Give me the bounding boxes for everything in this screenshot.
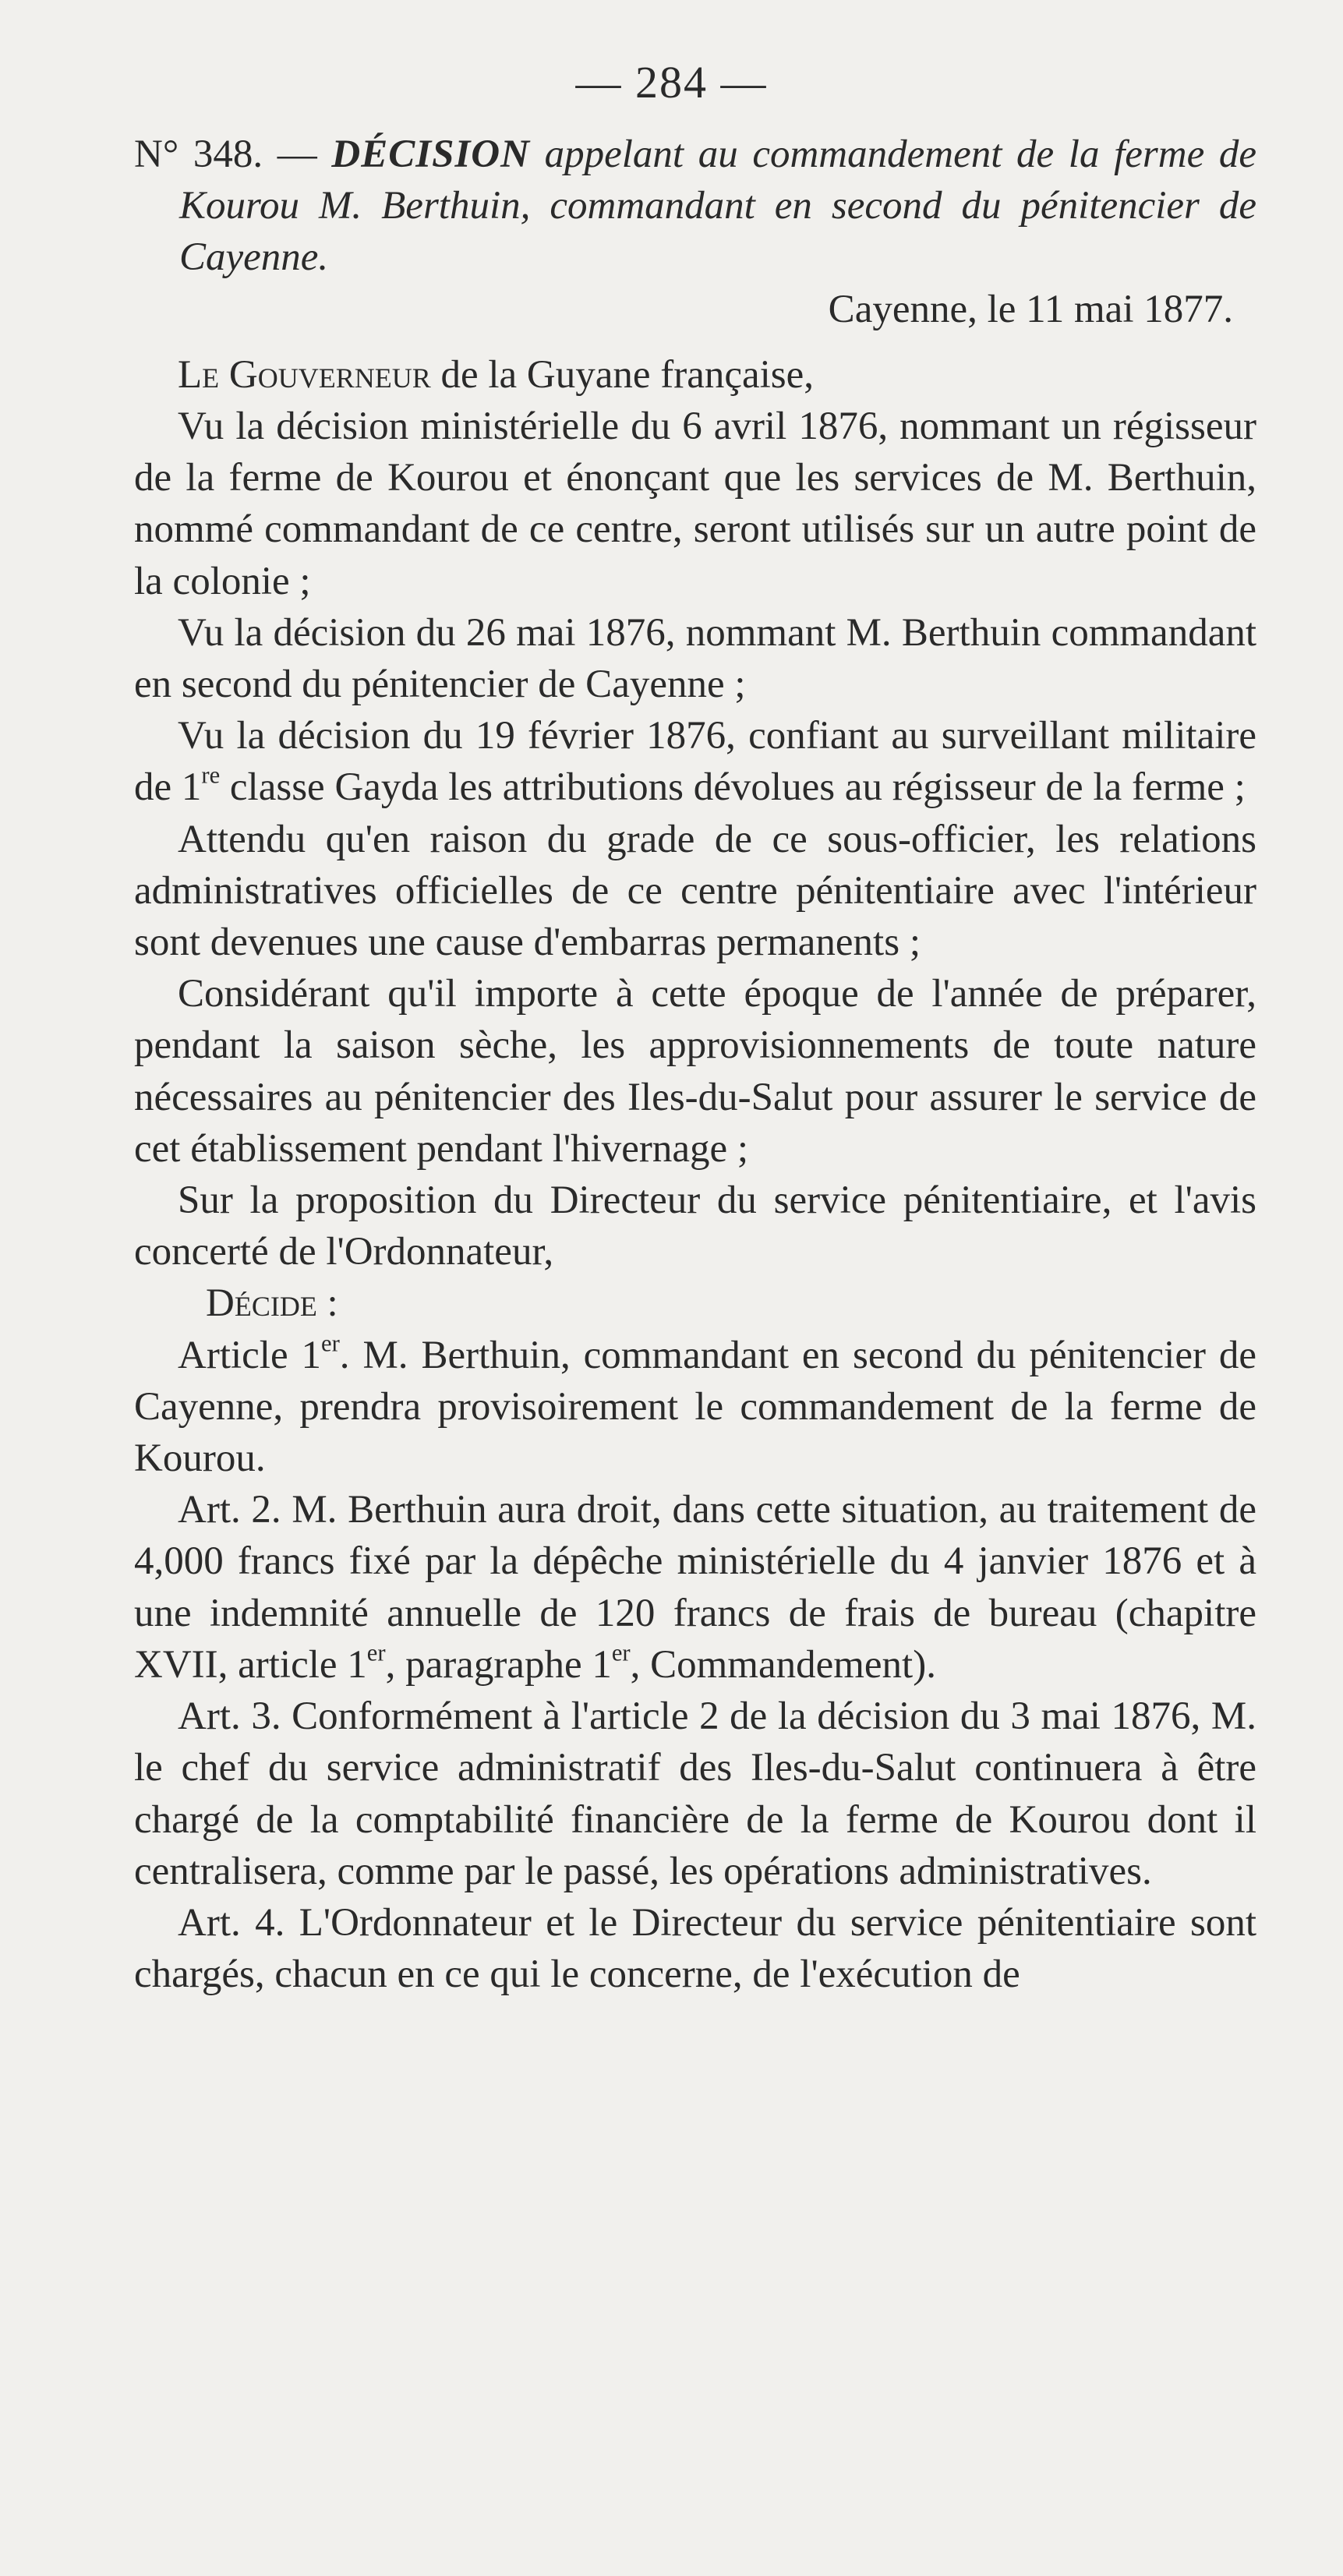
article-2-text3: , Commandement). [630, 1642, 936, 1687]
decide-heading: Décide : [206, 1281, 338, 1326]
p19-before: Vu la décision du 19 février 1876, confiant au surveillant militaire de 1 [134, 714, 1256, 810]
article-1-sup: er [321, 1330, 340, 1357]
decision-title-rest: appelant au commandement de la ferme de Kourou M. Berthuin, commandant en second du pénitencier de Cayenne. [179, 133, 1256, 280]
decision-heading [134, 129, 1256, 284]
paragraph-proposition: Sur la proposition du Directeur du service pénitentiaire, et l'avis concerté de l'Ordonnateur, [134, 1178, 1256, 1274]
article-2-text1: Art. 2. M. Berthuin aura droit, dans cette situation, au traitement de 4,000 francs fixé par la dépêche ministérielle du 4 janvier 1876 et à une indemnité annuelle de 120 francs de frais de bureau (chapitre XVII, article 1 [134, 1488, 1256, 1687]
decision-number: N° 348. — [134, 133, 332, 176]
paragraph-attendu: Attendu qu'en raison du grade de ce sous-officier, les relations administratives officielles de ce centre pénitentiaire avec l'intérieur sont devenues une cause d'embarras permanents ; [134, 817, 1256, 965]
paragraph-vu-6-avril: Vu la décision ministérielle du 6 avril 1876, nommant un régisseur de la ferme de Kourou et énonçant que les services de M. Berthuin, nommé commandant de ce centre, seront utilisés sur un autre point de la colonie ; [134, 405, 1256, 603]
page-number: — 284 — [575, 57, 768, 108]
article-2-sup1: er [366, 1639, 386, 1666]
p19-after: classe Gayda les attributions dévolues au régisseur de la ferme ; [220, 765, 1246, 810]
article-2 [134, 1484, 1256, 1691]
decision-title-caps: DÉCISION [331, 133, 530, 176]
place-date: Cayenne, le 11 mai 1877. [828, 287, 1233, 331]
paragraph-vu-26-mai: Vu la décision du 26 mai 1876, nommant M. Berthuin commandant en second du pénitencier de Cayenne ; [134, 610, 1256, 707]
paragraph-considerant: Considérant qu'il importe à cette époque de l'année de préparer, pendant la saison sèche, les approvisionnements de toute nature nécessaires au pénitencier des Iles-du-Salut pour assurer le service de cet établissement pendant l'hivernage ; [134, 972, 1256, 1171]
article-1-text: . M. Berthuin, commandant en second du pénitencier de Cayenne, prendra provisoirement le commandement de la ferme de Kourou. [134, 1333, 1256, 1481]
governor-rest: de la Guyane française, [430, 352, 815, 397]
article-1 [134, 1330, 1256, 1485]
article-3: Art. 3. Conformément à l'article 2 de la décision du 3 mai 1876, M. le chef du service administratif des Iles-du-Salut continuera à être chargé de la comptabilité financière de la ferme de Kourou dont il centralisera, comme par le passé, les opérations administratives. [134, 1694, 1256, 1893]
paragraph-vu-19-fevrier [134, 710, 1256, 813]
article-4: Art. 4. L'Ordonnateur et le Directeur du service pénitentiaire sont chargés, chacun en ce qui le concerne, de l'exécution de [134, 1900, 1256, 1997]
article-1-lead: Article 1 [178, 1333, 322, 1377]
article-2-sup2: er [611, 1639, 631, 1666]
governor-caps: Le Gouverneur [178, 352, 431, 397]
article-2-text2: , paragraphe 1 [385, 1642, 612, 1687]
governor-line [134, 349, 1256, 401]
document-body [134, 129, 1256, 2000]
p19-sup: re [201, 762, 221, 790]
